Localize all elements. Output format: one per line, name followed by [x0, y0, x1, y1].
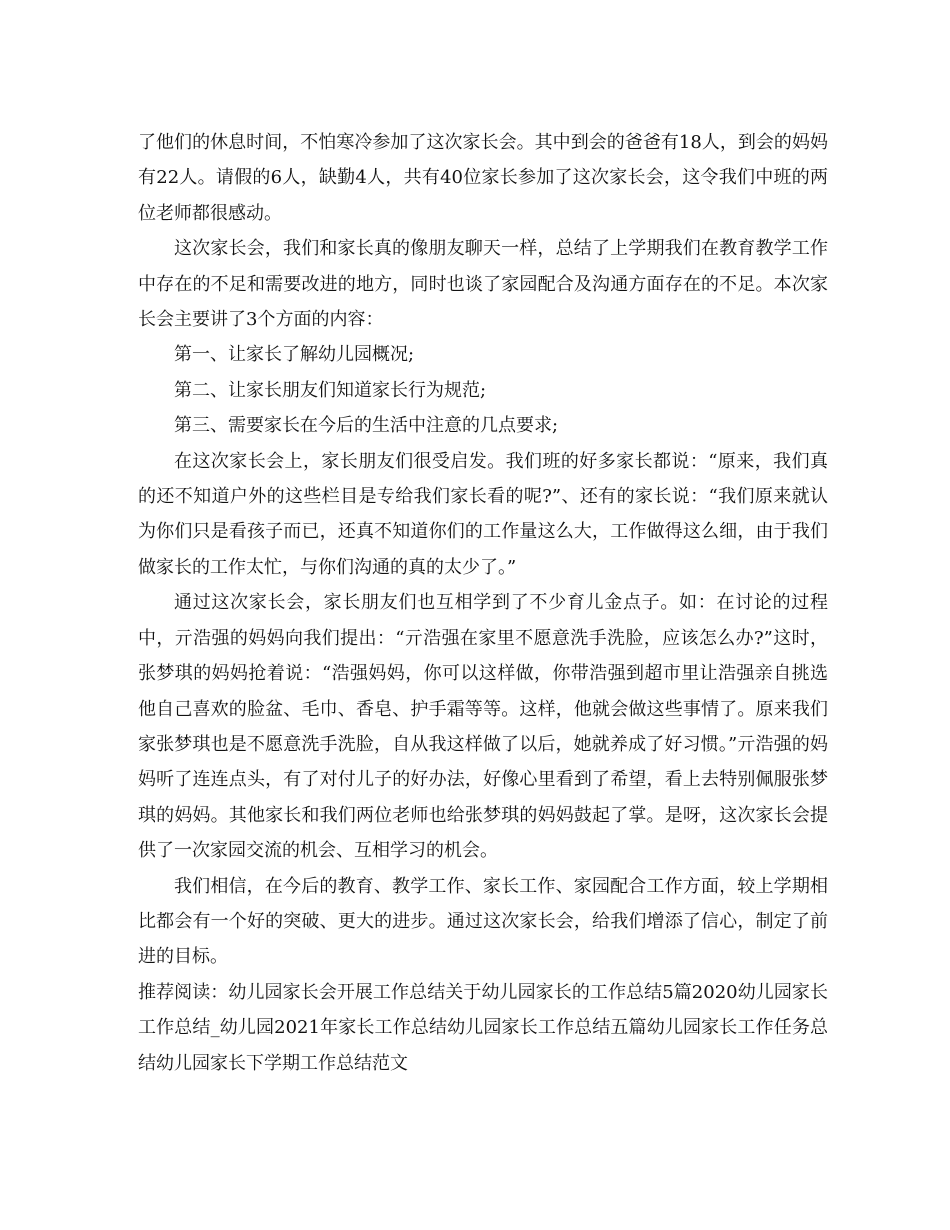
paragraph-meeting-summary: 这次家长会，我们和家长真的像朋友聊天一样，总结了上学期我们在教育教学工作中存在的不足和需要改进的地方，同时也谈了家园配合及沟通方面存在的不足。本次家长会主要讲了3个方面的内容： — [138, 238, 828, 331]
list-item-third: 第三、需要家长在今后的生活中注意的几点要求; — [174, 415, 559, 437]
paragraph-parenting-tips: 通过这次家长会，家长朋友们也互相学到了不少育儿金点子。如：在讨论的过程中，亓浩强的妈妈向我们提出：“亓浩强在家里不愿意洗手洗脸，应该怎么办?”这时，张梦琪的妈妈抢着说：“浩强妈妈，你可以这样做，你带浩强到超市里让浩强亲自挑选他自己喜欢的脸盆、毛巾、香皂、护手霜等等。这样，他就会做这些事情了。原来我们家张梦琪也是不愿意洗手洗脸，自从我这样做了以后，她就养成了好习惯。”亓浩强的妈妈听了连连点头，有了对付儿子的好办法，好像心里看到了希望，看上去特别佩服张梦琪的妈妈。其他家长和我们两位老师也给张梦琪的妈妈鼓起了掌。是呀，这次家长会提供了一次家园交流的机会、互相学习的机会。 — [138, 592, 828, 862]
document-body — [138, 125, 828, 1081]
paragraph-parent-feedback: 在这次家长会上，家长朋友们很受启发。我们班的好多家长都说：“原来，我们真的还不知道户外的这些栏目是专给我们家长看的呢?”、还有的家长说：“我们原来就认为你们只是看孩子而已，还真不知道你们的工作量这么大，工作做得这么细，由于我们做家长的工作太忙，与你们沟通的真的太少了。” — [138, 450, 828, 578]
recommended-reading: 推荐阅读：幼儿园家长会开展工作总结关于幼儿园家长的工作总结5篇2020幼儿园家长工作总结_幼儿园2021年家长工作总结幼儿园家长工作总结五篇幼儿园家长工作任务总结幼儿园家长下学期工作总结范文 — [138, 981, 828, 1074]
paragraph-conclusion: 我们相信，在今后的教育、教学工作、家长工作、家园配合工作方面，较上学期相比都会有一个好的突破、更大的进步。通过这次家长会，给我们增添了信心，制定了前进的目标。 — [138, 875, 828, 968]
paragraph-attendance: 了他们的休息时间，不怕寒冷参加了这次家长会。其中到会的爸爸有18人，到会的妈妈有22人。请假的6人，缺勤4人，共有40位家长参加了这次家长会，这令我们中班的两位老师都很感动。 — [138, 132, 828, 224]
list-item-first: 第一、让家长了解幼儿园概况; — [174, 344, 415, 366]
list-item-second: 第二、让家长朋友们知道家长行为规范; — [174, 379, 487, 401]
